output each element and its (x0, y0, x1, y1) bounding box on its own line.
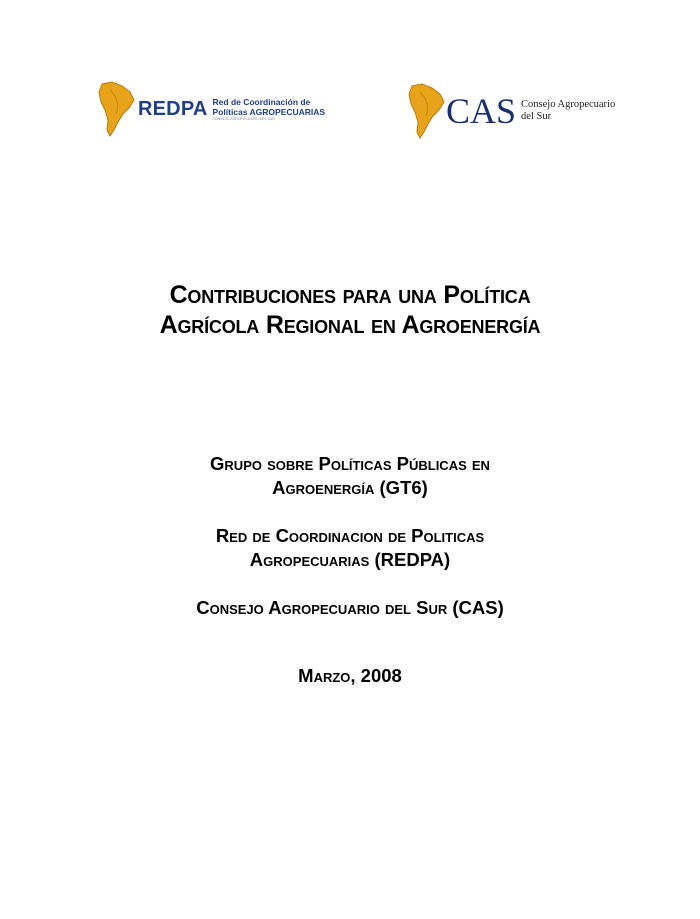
coordination-network-line-2: Agropecuarias (REDPA) (249, 549, 451, 570)
cas-subtitle (521, 99, 615, 123)
cas-logo (406, 82, 615, 140)
south-america-map-icon (406, 82, 446, 140)
redpa-subtitle-line-1: Red de Coordinación de (212, 97, 311, 107)
redpa-wordmark: REDPA (138, 97, 208, 120)
working-group-line-2: Agroenergía (GT6) (272, 477, 428, 498)
agricultural-council-line-1: Consejo Agropecuario del Sur (CAS) (196, 597, 504, 618)
south-america-map-icon (96, 80, 136, 138)
document-title-line-1: Contribuciones para una Política (169, 281, 531, 309)
cas-wordmark: CAS (446, 91, 517, 131)
redpa-tagline: CONSEJO AGROPECUARIO DEL SUR (212, 117, 275, 121)
redpa-logo (96, 80, 325, 138)
redpa-subtitle (213, 97, 326, 121)
agricultural-council (0, 596, 700, 620)
working-group (0, 452, 700, 500)
document-title (0, 280, 700, 340)
working-group-line-1: Grupo sobre Políticas Públicas en (210, 453, 490, 474)
publication-date: Marzo, 2008 (298, 665, 402, 686)
coordination-network-line-1: Red de Coordinacion de Politicas (215, 525, 485, 546)
cas-subtitle-line-2: del Sur (521, 111, 552, 122)
document-title-line-2: Agrícola Regional en Agroenergía (159, 311, 541, 339)
coordination-network (0, 524, 700, 572)
cas-subtitle-line-1: Consejo Agropecuario (521, 99, 616, 110)
redpa-subtitle-line-2: Políticas AGROPECUARIAS (212, 107, 326, 117)
